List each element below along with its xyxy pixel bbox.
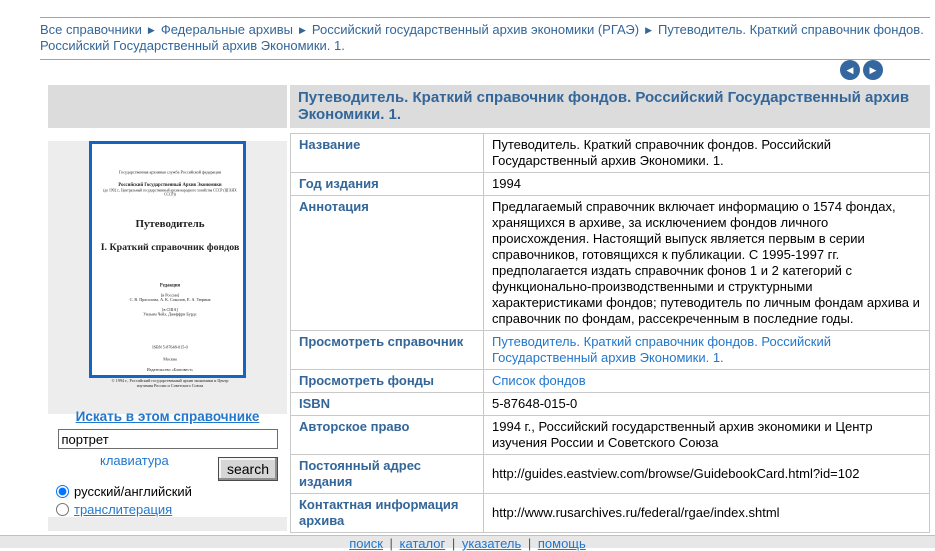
row-label: ISBN (291, 393, 484, 416)
search-button[interactable]: search (218, 457, 278, 481)
footer-separator: | (448, 536, 459, 551)
keyboard-link[interactable]: клавиатура (100, 453, 169, 468)
book-cover-content (92, 170, 248, 388)
sidebar-header-strip (48, 85, 287, 128)
breadcrumb-item[interactable]: Путеводитель. Краткий справочник фондов. Российский Государственный архив Экономики. 1. (40, 22, 924, 53)
cover-archive-name: Российский Государственный Архив Экономики (118, 181, 222, 188)
row-value-link[interactable]: Список фондов (492, 373, 586, 388)
radio-row-transliteration (56, 502, 287, 517)
footer-link[interactable]: каталог (399, 536, 446, 551)
search-controls-row (48, 451, 287, 481)
row-value: http://guides.eastview.com/browse/GuidebookCard.html?id=102 (484, 455, 930, 494)
table-row (291, 331, 930, 370)
book-cover-image (89, 141, 246, 388)
breadcrumb-item[interactable]: Федеральные архивы (160, 22, 293, 37)
breadcrumb-separator-icon: ▶ (147, 25, 155, 35)
breadcrumb-separator-icon: ▶ (298, 25, 306, 35)
search-input[interactable] (58, 429, 278, 449)
row-label: Постоянный адрес издания (291, 455, 484, 494)
table-row (291, 393, 930, 416)
row-value: 1994 г., Российский государственный архив экономики и Центр изучения России и Советского Союза (484, 416, 930, 455)
footer-link[interactable]: указатель (461, 536, 522, 551)
footer-links (349, 536, 586, 551)
row-value: http://www.rusarchives.ru/federal/rgae/index.shtml (484, 494, 930, 533)
footer (0, 535, 935, 551)
table-row (291, 416, 930, 455)
radio-row-russian-english (56, 484, 287, 499)
cover-editors-ru: С. В. Прасолова, А. К. Соколов, Е. А. Тюрина (129, 297, 211, 303)
guidebook-search-panel (48, 406, 287, 517)
row-label: Год издания (291, 173, 484, 196)
row-label: Название (291, 134, 484, 173)
table-row (291, 173, 930, 196)
cover-editors-ru-label: [в России] (160, 292, 180, 298)
guidebook-details-table (290, 133, 930, 533)
row-label: Просмотреть справочник (291, 331, 484, 370)
table-row (291, 455, 930, 494)
footer-link[interactable]: помощь (537, 536, 586, 551)
cover-city: Москва (163, 356, 177, 362)
sidebar (48, 85, 287, 414)
cover-isbn: ISBN 5-87648-015-0 (152, 344, 188, 350)
cover-panel (48, 141, 287, 414)
cover-subtitle: I. Краткий справочник фондов (100, 241, 240, 253)
radio-russian-english[interactable] (56, 485, 69, 498)
row-label: Аннотация (291, 196, 484, 331)
table-row (291, 370, 930, 393)
row-value: Предлагаемый справочник включает информацию о 1574 фондах, хранящихся в архиве, за исключением фондов личного происхождения. Настоящий выпуск является первым в серии справочников, готовящихся к публикации. С 1995-1997 гг. предполагается издать справочник фонов 1 и 2 категорий с функционально-производственными и структурными характеристиками фондов; путеводитель по личным фондам архива и справочник по фондам, рассекреченным в последние годы. (484, 196, 930, 331)
footer-separator: | (385, 536, 397, 551)
footer-link[interactable]: поиск (349, 536, 383, 551)
cover-copyright: © 1994 г., Российский государственный архив экономики и Центр изучения России и Советского Союза (111, 378, 229, 388)
table-row (291, 134, 930, 173)
row-value-link[interactable]: Путеводитель. Краткий справочник фондов. Российский Государственный архив Экономики. 1. (492, 334, 831, 365)
row-value: 5-87648-015-0 (484, 393, 930, 416)
cover-title: Путеводитель (135, 217, 205, 230)
breadcrumb (40, 17, 930, 60)
row-value (484, 331, 930, 370)
cover-editors-us: Уильям Чейз, Джеффри Бурдс (143, 311, 197, 317)
row-label: Авторское право (291, 416, 484, 455)
sidebar-bottom-strip (48, 517, 287, 531)
page-title: Путеводитель. Краткий справочник фондов. Российский Государственный архив Экономики. 1. (290, 85, 930, 128)
table-row (291, 196, 930, 331)
details-table-body (291, 134, 930, 533)
row-value: Путеводитель. Краткий справочник фондов. Российский Государственный архив Экономики. 1. (484, 134, 930, 173)
cover-agency-line: Государственная архивная служба Российской федерации (118, 170, 222, 175)
radio-transliteration[interactable] (56, 503, 69, 516)
next-arrow-icon[interactable]: ▶ (863, 60, 883, 80)
cover-publisher: Издательство «Благовест» (146, 367, 194, 373)
breadcrumb-item[interactable]: Все справочники (40, 22, 142, 37)
row-value: 1994 (484, 173, 930, 196)
prev-arrow-icon[interactable]: ◀ (840, 60, 860, 80)
cover-editors-us-label: [в США] (162, 307, 178, 312)
row-label: Контактная информация архива (291, 494, 484, 533)
cover-archive-former-name: (до 1992 г., Центральный государственный архив народного хозяйства СССР (ЦГАНХ СССР)) (103, 188, 237, 197)
footer-separator: | (524, 536, 535, 551)
breadcrumb-item[interactable]: Российский государственный архив экономики (РГАЭ) (311, 22, 640, 37)
radio-russian-english-label: русский/английский (74, 484, 192, 499)
search-panel-heading: Искать в этом справочнике (75, 409, 260, 424)
cover-editors-heading: Редакция (159, 282, 181, 288)
pagination-arrows (840, 60, 883, 80)
row-label: Просмотреть фонды (291, 370, 484, 393)
table-row (291, 494, 930, 533)
breadcrumb-separator-icon: ▶ (645, 25, 652, 35)
row-value (484, 370, 930, 393)
transliteration-link[interactable]: транслитерация (74, 502, 173, 517)
